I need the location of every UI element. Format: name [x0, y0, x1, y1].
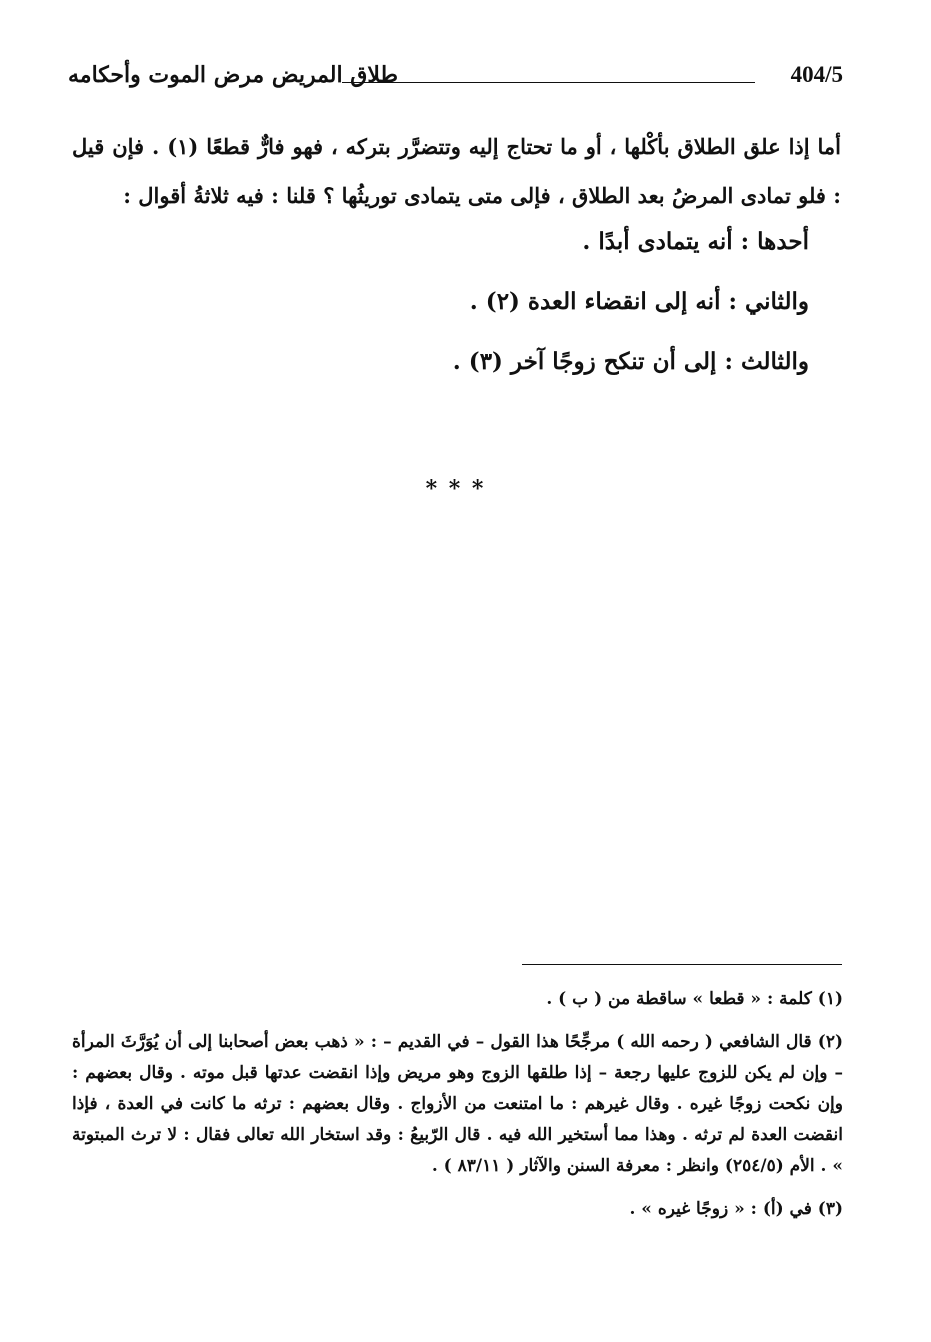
opinion-third: والثالث : إلى أن تنكح زوجًا آخر (٣) .: [452, 348, 809, 375]
section-separator: * * *: [425, 476, 486, 502]
page-reference: 404/5: [790, 62, 843, 87]
footnote-2: (٢) قال الشافعي ( رحمه الله ) مرجِّحًا هذا القول – في القديم – : « ذهب بعض أصحابنا إلى أن يُوَرَّثَ المرأة – وإن لم يكن للزوج عليها رجعة – إذا طلقها الزوج وهو مريض وإذا انقضت عدتها قبل موته . وقال بعضهم : وإن نكحت زوجًا غيره . وقال غيرهم : ما امتنعت من الأزواج . وقال بعضهم : ترثه ما كانت في العدة ، فإذا انقضت العدة لم ترثه . وهذا مما أستخير الله فيه . قال الرّبيعُ : وقد استخار الله تعالى فقال : لا ترث المبتوتة » . الأم (٢٥٤/٥) وانظر : معرفة السنن والآثار ( ٨٣/١١ ) .: [72, 1032, 843, 1176]
opinion-second: والثاني : أنه إلى انقضاء العدة (٢) .: [469, 288, 809, 315]
opinion-first: أحدها : أنه يتمادى أبدًا .: [582, 228, 809, 255]
page-header: [68, 60, 843, 96]
footnote-rule: [522, 964, 842, 965]
main-text: [72, 122, 841, 220]
footnote-1: (١) كلمة : « قطعا » ساقطة من ( ب ) .: [546, 989, 843, 1009]
header-rule: [342, 82, 755, 83]
footnote-3: (٣) في (أ) : « زوجًا غيره » .: [629, 1199, 843, 1219]
intro-paragraph: أما إذا علق الطلاق بأكْلها ، أو ما تحتاج إليه وتتضرَّر بتركه ، فهو فارٌّ قطعًا (١) . فإن قيل : فلو تمادى المرضُ بعد الطلاق ، فإلى متى يتمادى توريثُها ؟ قلنا : فيه ثلاثةُ أقوال :: [72, 134, 841, 208]
footnotes: [72, 984, 843, 1237]
running-title: طلاق المريض مرض الموت وأحكامه: [68, 62, 398, 88]
